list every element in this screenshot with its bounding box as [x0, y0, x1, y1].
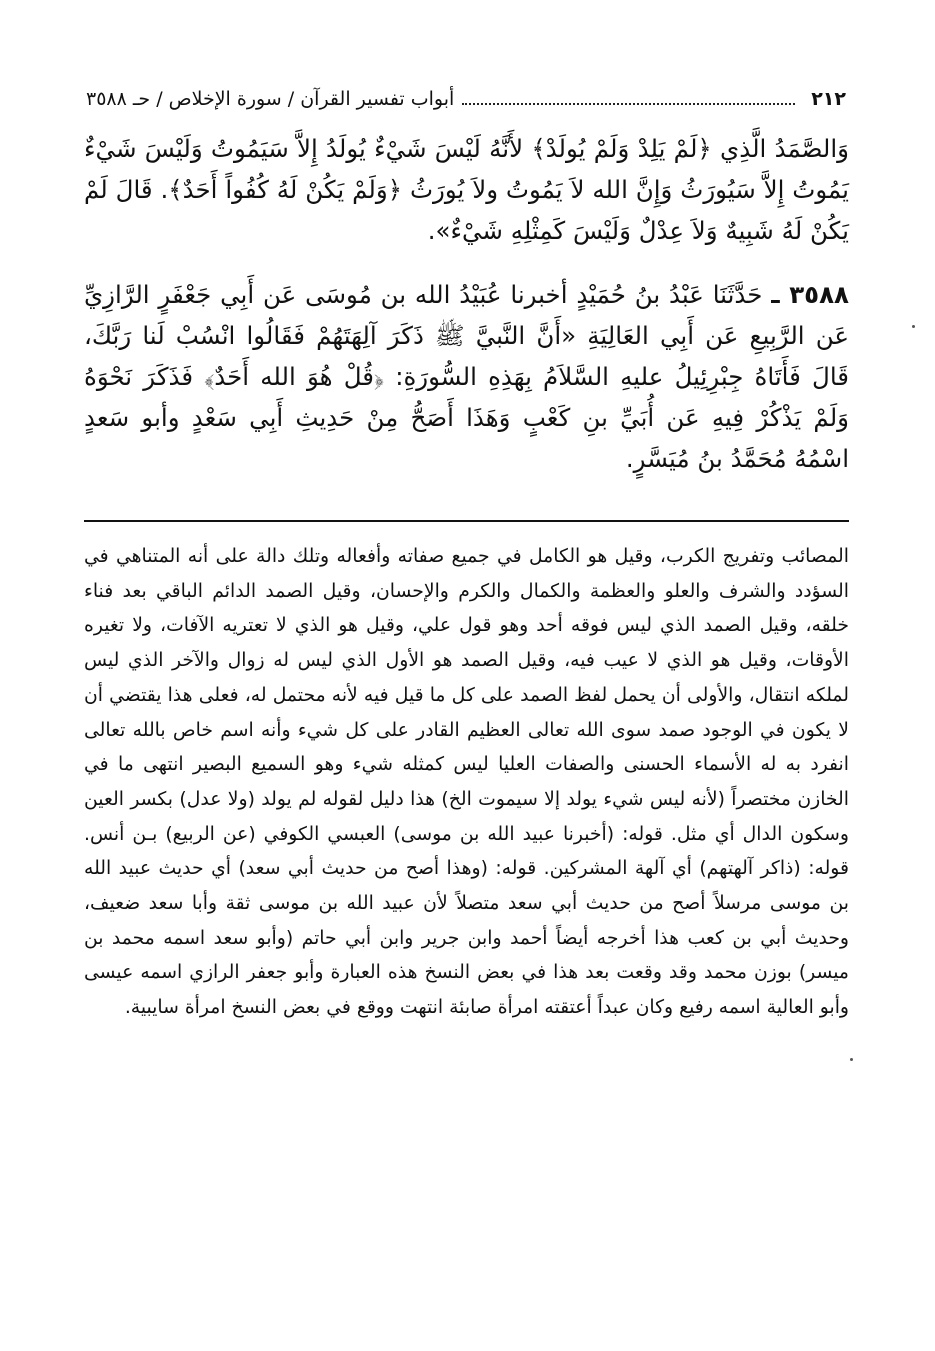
scan-speck: [912, 325, 915, 328]
hadith-number: ٣٥٨٨ ـ: [771, 280, 850, 309]
page-number: ٢١٢: [811, 88, 846, 110]
commentary: [84, 540, 849, 1026]
hadith-paragraph: [84, 274, 849, 479]
scan-speck: [850, 1058, 853, 1061]
footnote-separator: [84, 520, 849, 522]
dotted-leader: [462, 103, 795, 105]
hadith-text: حَدَّثَنَا عَبْدُ بنُ حُمَيْدٍ أخبرنا عُبَيْدُ الله بن مُوسَى عَن أَبِي جَعْفَرٍ الرَّازِيِّ عَن الرَّبِيعِ عَن أَبِي العَالِيَةِ «أَنَّ النَّبيَّ ﷺ ذَكَرَ آلِهَتَهُمْ فَقَالُوا انْسُبْ لَنا رَبَّكَ، قَالَ فَأَتَاهُ جِبْرِئِيلُ عليهِ السَّلاَمُ بِهَذِهِ السُّورَةِ: ﴿قُلْ هُوَ الله أَحَدٌ﴾ فَذَكَرَ نَحْوَهُ وَلَمْ يَذْكُرْ فِيهِ عَن أُبَيِّ بنِ كَعْبٍ وَهَذَا أَصَحُّ مِنْ حَدِيثِ أَبِي سَعْدٍ وأبو سَعدٍ اسْمُهُ مُحَمَّدُ بنُ مُيَسَّرٍ.: [84, 280, 849, 473]
running-head-title: أبواب تفسير القرآن / سورة الإخلاص / حـ ٣٥٨٨: [86, 88, 455, 110]
running-head: [86, 84, 846, 114]
continuation-paragraph: وَالصَّمَدُ الَّذِي ﴿لَمْ يَلِدْ وَلَمْ يُولَدْ﴾ لأَنَّهُ لَيْسَ شَيْءٌ يُولَدُ إِلاَّ سَيَمُوتُ وَلَيْسَ شَيْءٌ يَمُوتُ إِلاَّ سَيُورَثُ وَإِنَّ الله لاَ يَمُوتُ ولاَ يُورَثُ ﴿وَلَمْ يَكُنْ لَهُ كُفُواً أَحَدٌ﴾. قَالَ لَمْ يَكُنْ لَهُ شَبِيهٌ وَلاَ عِدْلٌ وَلَيْسَ كَمِثْلِهِ شَيْءٌ».: [84, 134, 849, 245]
main-text: [84, 128, 849, 479]
commentary-paragraph: المصائب وتفريج الكرب، وقيل هو الكامل في جميع صفاته وأفعاله وتلك دالة على أنه المتناهي في السؤدد والشرف والعلو والعظمة والكمال والكرم والإحسان، وقيل الصمد الدائم الباقي بعد فناء خلقه، وقيل الصمد الذي ليس فوقه أحد وهو قول علي، وقيل هو الذي لا تعتريه الآفات، ولا تغيره الأوقات، وقيل هو الذي لا عيب فيه، وقيل الصمد هو الأول الذي ليس له زوال والآخر الذي ليس لملكه انتقال، والأولى أن يحمل لفظ الصمد على كل ما قيل فيه لأنه محتمل له، فعلى هذا يقتضي أن لا يكون في الوجود صمد سوى الله تعالى العظيم القادر على كل شيء وأنه اسم خاص بالله تعالى انفرد به له الأسماء الحسنى والصفات العليا ليس كمثله شيء وهو السميع البصير انتهى ما في الخازن مختصراً (لأنه ليس شيء يولد إلا سيموت الخ) هذا دليل لقوله لم يولد (ولا عدل) بكسر العين وسكون الدال أي مثل. قوله: (أخبرنا عبيد الله بن موسى) العبسي الكوفي (عن الربيع) بـن أنس. قوله: (ذاكر آلهتهم) أي آلهة المشركين. قوله: (وهذا أصح من حديث أبي سعد) أي حديث عبيد الله بن موسى مرسلاً أصح من حديث أبي سعد متصلاً لأن عبيد الله بن موسى ثقة وأبا سعد ضعيف، وحديث أبي بن كعب هذا أخرجه أيضاً أحمد وابن جرير وابن أبي حاتم (وأبو سعد اسمه محمد بن ميسر) بوزن محمد وقد وقعت بعد هذا في بعض النسخ هذه العبارة وأبو جعفر الرازي اسمه عيسى وأبو العالية اسمه رفيع وكان عبداً أعتقته امرأة صابئة انتهت ووقع في بعض النسخ امرأة سايبية.: [84, 546, 849, 1019]
